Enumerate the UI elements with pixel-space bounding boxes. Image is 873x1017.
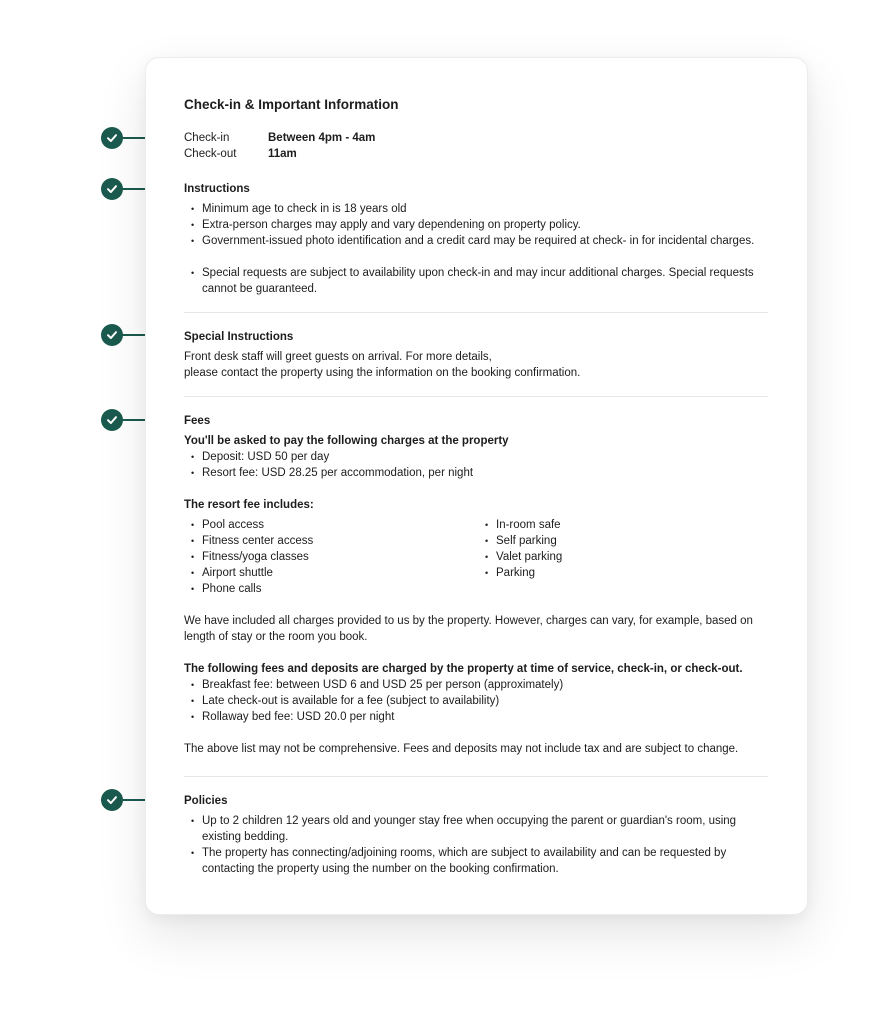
list-item: • Valet parking (478, 549, 768, 565)
list-item: • Fitness center access (184, 533, 474, 549)
list-item: • The property has connecting/adjoining rooms, which are subject to availability and can be requested by contacting the property using the number on the booking confirmation. (184, 845, 774, 877)
check-circle-icon (101, 127, 123, 149)
fees-note: We have included all charges provided to us by the property. However, charges can vary, for example, based on length of stay or the room you book. (184, 615, 753, 643)
list-item: • Airport shuttle (184, 565, 474, 581)
checkout-value: 11am (268, 148, 297, 160)
divider (184, 312, 768, 313)
charges-heading: You'll be asked to pay the following charges at the property (184, 435, 509, 447)
resort-fee-heading: The resort fee includes: (184, 499, 314, 511)
list-item: • Deposit: USD 50 per day (184, 449, 768, 465)
list-item: • Self parking (478, 533, 768, 549)
list-item: • Resort fee: USD 28.25 per accommodation, per night (184, 465, 768, 481)
service-fees-heading: The following fees and deposits are charged by the property at time of service, check-in, or check-out. (184, 663, 743, 675)
list-item: • Government-issued photo identification and a credit card may be required at check- in for incidental charges. (184, 233, 768, 249)
checkin-value: Between 4pm - 4am (268, 132, 376, 144)
fees-heading: Fees (184, 415, 211, 427)
divider (184, 776, 768, 777)
check-circle-icon (101, 324, 123, 346)
divider (184, 396, 768, 397)
page-title: Check-in & Important Information (184, 97, 399, 112)
list-item: • Special requests are subject to availability upon check-in and may incur additional charges. Special requests cannot be guaranteed. (184, 265, 768, 297)
special-text-line: please contact the property using the information on the booking confirmation. (184, 367, 581, 379)
special-text-line: Front desk staff will greet guests on arrival. For more details, (184, 351, 492, 363)
checkin-label: Check-in (184, 132, 230, 144)
list-item: • Late check-out is available for a fee (subject to availability) (184, 693, 768, 709)
list-item: • In-room safe (478, 517, 768, 533)
checkout-label: Check-out (184, 148, 237, 160)
list-item: • Extra-person charges may apply and vary dependening on property policy. (184, 217, 768, 233)
list-item: • Up to 2 children 12 years old and younger stay free when occupying the parent or guardian's room, using existing bedding. (184, 813, 756, 845)
list-item: • Pool access (184, 517, 474, 533)
fees-disclaimer: The above list may not be comprehensive. Fees and deposits may not include tax and are subject to change. (184, 743, 739, 755)
list-item: • Minimum age to check in is 18 years old (184, 201, 768, 217)
list-item: • Parking (478, 565, 768, 581)
list-item: • Breakfast fee: between USD 6 and USD 25 per person (approximately) (184, 677, 768, 693)
list-item: • Phone calls (184, 581, 474, 597)
check-circle-icon (101, 178, 123, 200)
list-item: • Fitness/yoga classes (184, 549, 474, 565)
policies-heading: Policies (184, 795, 228, 807)
list-item: • Rollaway bed fee: USD 20.0 per night (184, 709, 768, 725)
check-circle-icon (101, 409, 123, 431)
check-circle-icon (101, 789, 123, 811)
instructions-heading: Instructions (184, 183, 250, 195)
special-heading: Special Instructions (184, 331, 294, 343)
